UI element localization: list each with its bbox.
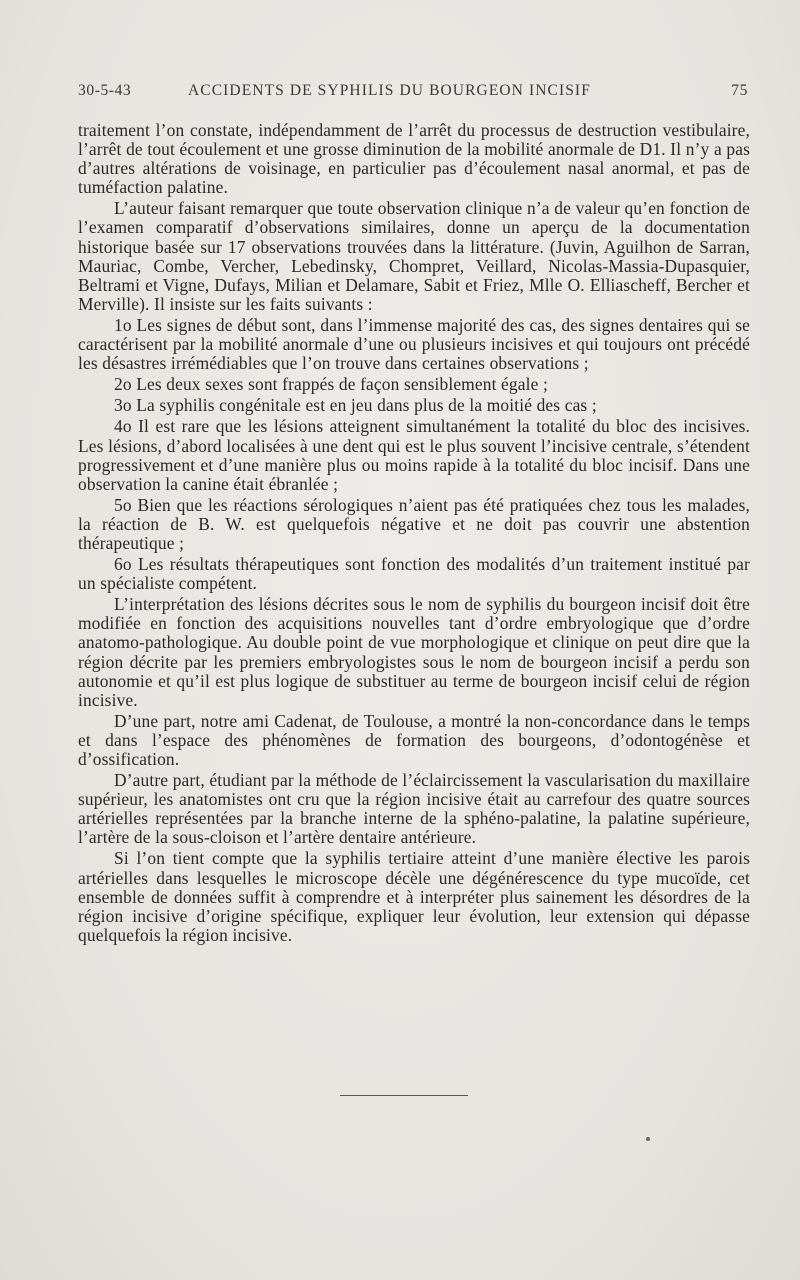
numbered-fact-4: 4o Il est rare que les lésions atteignent simultanément la totalité du bloc des incisives. Les lésions, d’abord localisées à une dent qui est le plus souvent l’incisive centrale, s’étendent progressivement et d’une manière plus ou moins rapide à la totalité du bloc incisif. Dans une observation la canine était ébranlée ; — [78, 416, 750, 494]
numbered-fact-6: 6o Les résultats thérapeutiques sont fonction des modalités d’un traitement institué par un spécialiste compétent. — [78, 554, 750, 594]
header-date: 30-5-43 — [78, 82, 132, 99]
paragraph-conclusion: Si l’on tient compte que la syphilis tertiaire atteint d’une manière élective les parois artérielles dans lesquelles le microscope décèle une dégénérescence du type mucoïde, cet ensemble de données suffit à comprendre et à interpréter plus sainement les désordres de la région incisive d’origine spécifique, expliquer leur évolution, leur extension qui dépasse quelquefois la région incisive. — [78, 848, 750, 945]
page-body-text — [78, 121, 750, 947]
running-header — [78, 82, 748, 104]
header-running-title: ACCIDENTS DE SYPHILIS DU BOURGEON INCISIF — [188, 82, 591, 99]
paper-speck — [646, 1137, 650, 1141]
header-page-number: 75 — [731, 82, 748, 99]
numbered-fact-5: 5o Bien que les réactions sérologiques n’aient pas été pratiquées chez tous les malades, la réaction de B. W. est quelquefois négative et ne doit pas couvrir une abstention thérapeutique ; — [78, 494, 750, 553]
section-end-rule — [340, 1095, 468, 1096]
paragraph-interpretation: L’interprétation des lésions décrites sous le nom de syphilis du bourgeon incisif doit être modifiée en fonction des acquisitions nouvelles tant d’ordre embryologique que d’ordre anatomo-pathologique. Au double point de vue morphologique et clinique on peut dire que la région décrite par les premiers embryologistes sous le nom de bourgeon incisif a perdu son autonomie et qu’il est plus logique de substituer au terme de bourgeon incisif celui de région incisive. — [78, 594, 750, 710]
paragraph-cadenat: D’une part, notre ami Cadenat, de Toulouse, a montré la non-concordance dans le temps et dans l’espace des phénomènes de formation des bourgeons, d’odontogénèse et d’ossification. — [78, 710, 750, 769]
numbered-fact-1: 1o Les signes de début sont, dans l’immense majorité des cas, des signes dentaires qui se caractérisent par la mobilité anormale d’une ou plusieurs incisives et qui toujours ont précédé les désastres irrémédiables que l’on trouve dans certaines observations ; — [78, 314, 750, 374]
numbered-fact-3: 3o La syphilis congénitale est en jeu dans plus de la moitié des cas ; — [114, 395, 597, 416]
paragraph-vascularisation: D’autre part, étudiant par la méthode de l’éclaircissement la vascularisation du maxillaire supérieur, les anatomistes ont cru que la région incisive était au carrefour des quatre sources artérielles représentées par la branche interne de la sphéno-palatine, la palatine supérieure, l’artère de la sous-cloison et l’artère dentaire antérieure. — [78, 770, 750, 848]
numbered-fact-2: 2o Les deux sexes sont frappés de façon sensiblement égale ; — [114, 374, 548, 395]
paragraph-author-review: L’auteur faisant remarquer que toute observation clinique n’a de valeur qu’en fonction de l’examen comparatif d’observations similaires, donne un aperçu de la documentation historique basée sur 17 observations trouvées dans la littérature. (Juvin, Aguilhon de Sarran, Mauriac, Combe, Vercher, Lebedinsky, Chompret, Veillard, Nicolas-Massia-Dupasquier, Beltrami et Vigne, Dufays, Milian et Delamare, Sabit et Friez, Mlle O. Elliascheff, Bercher et Merville). Il insiste sur les faits suivants : — [78, 198, 750, 314]
paragraph-continuation: traitement l’on constate, indépendamment de l’arrêt du processus de destruction vestibulaire, l’arrêt de tout écoulement et une grosse diminution de la mobilité anormale de D1. Il n’y a pas d’autres altérations de voisinage, en particulier pas d’écoulement nasal anormal, et pas de tuméfaction palatine. — [78, 120, 750, 198]
